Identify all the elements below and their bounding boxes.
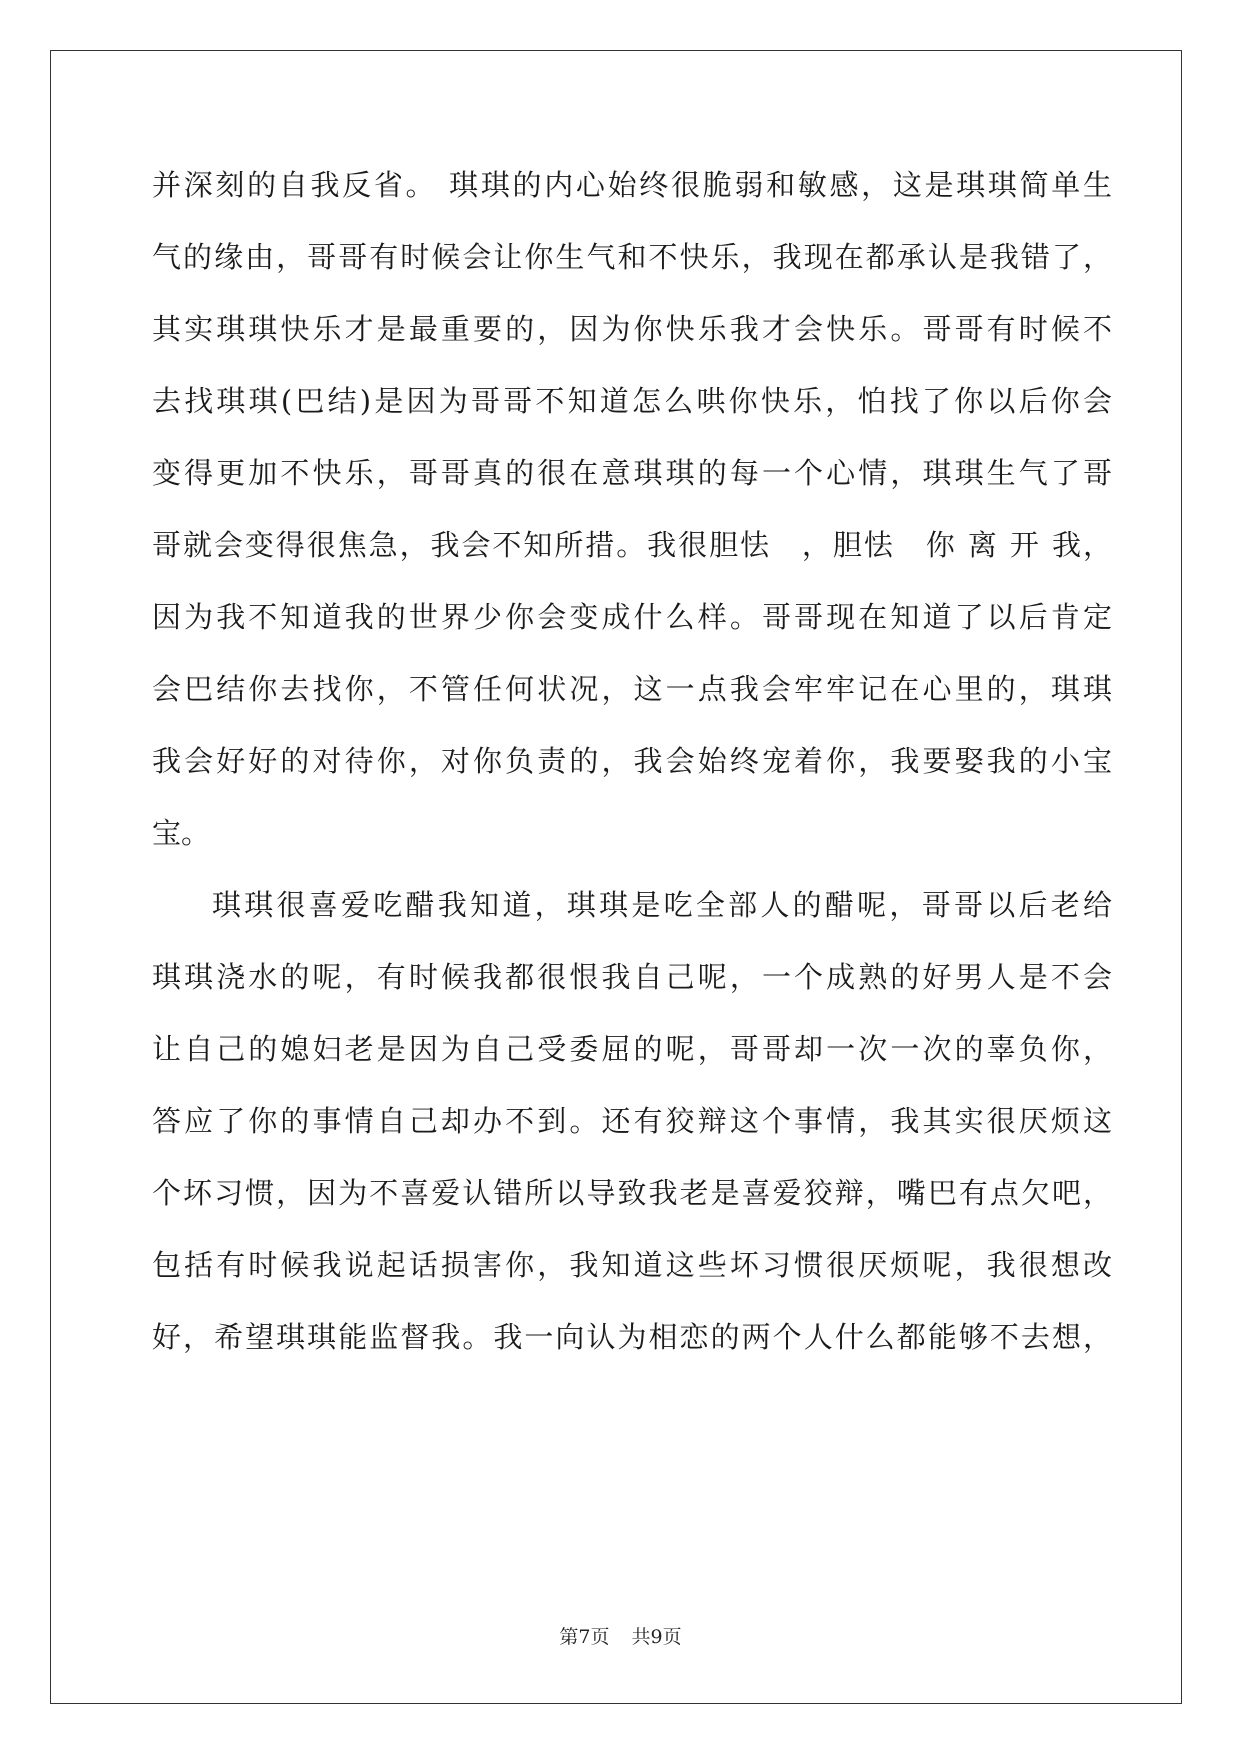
page-border [50, 50, 1182, 1704]
text-line: 琪琪浇水的呢，有时候我都很恨我自己呢，一个成熟的好男人是不会 [152, 960, 1112, 994]
page-number: 第7页 [559, 1626, 610, 1648]
text-line: 变得更加不快乐，哥哥真的很在意琪琪的每一个心情，琪琪生气了哥 [152, 456, 1112, 490]
text-line: 会巴结你去找你，不管任何状况，这一点我会牢牢记在心里的，琪琪 [152, 672, 1112, 706]
page-total: 共9页 [631, 1626, 682, 1648]
text-line: 并深刻的自我反省。 琪琪的内心始终很脆弱和敏感，这是琪琪简单生 [152, 168, 1112, 202]
text-line: 其实琪琪快乐才是最重要的，因为你快乐我才会快乐。哥哥有时候不 [152, 312, 1112, 346]
text-line: 好，希望琪琪能监督我。我一向认为相恋的两个人什么都能够不去想， [152, 1320, 1112, 1354]
text-line: 宝。 [152, 816, 211, 850]
text-line: 气的缘由，哥哥有时候会让你生气和不快乐，我现在都承认是我错了， [152, 240, 1112, 274]
text-line: 包括有时候我说起话损害你，我知道这些坏习惯很厌烦呢，我很想改 [152, 1248, 1112, 1282]
page-footer [0, 1622, 1241, 1649]
text-line: 让自己的媳妇老是因为自己受委屈的呢，哥哥却一次一次的辜负你， [152, 1032, 1112, 1066]
text-line: 去找琪琪(巴结)是因为哥哥不知道怎么哄你快乐，怕找了你以后你会 [152, 384, 1112, 418]
text-line: 我会好好的对待你，对你负责的，我会始终宠着你，我要娶我的小宝 [152, 744, 1112, 778]
text-line: 哥就会变得很焦急，我会不知所措。我很胆怯 ，胆怯 你 离 开 我， [152, 528, 1112, 562]
text-line: 答应了你的事情自己却办不到。还有狡辩这个事情，我其实很厌烦这 [152, 1104, 1112, 1138]
text-line: 个坏习惯，因为不喜爱认错所以导致我老是喜爱狡辩，嘴巴有点欠吧， [152, 1176, 1112, 1210]
text-line: 因为我不知道我的世界少你会变成什么样。哥哥现在知道了以后肯定 [152, 600, 1112, 634]
text-line: 琪琪很喜爱吃醋我知道，琪琪是吃全部人的醋呢，哥哥以后老给 [212, 888, 1112, 922]
